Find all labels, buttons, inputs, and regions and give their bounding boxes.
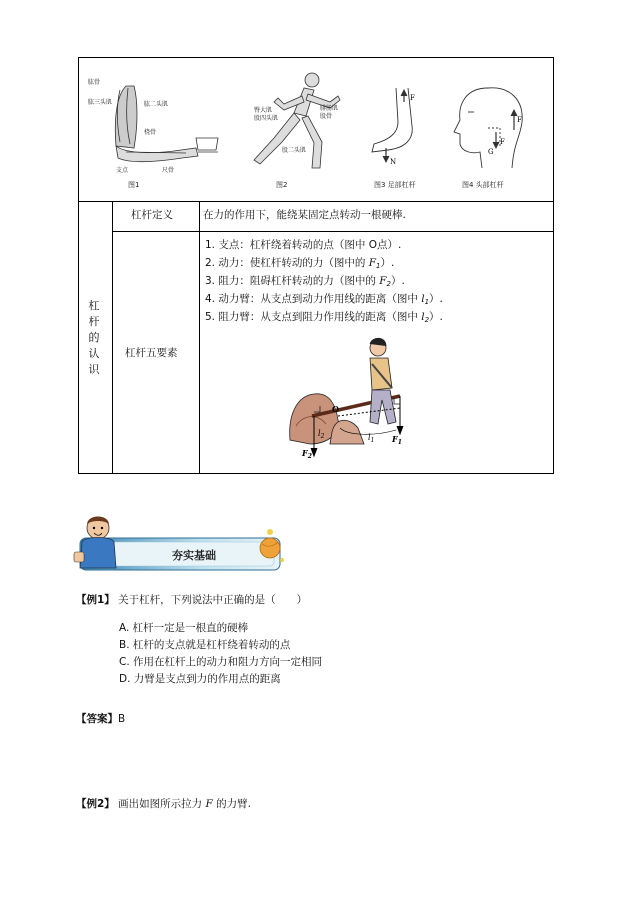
label-f2: $F_2$	[302, 448, 312, 460]
example-tag: 【例2】	[76, 798, 115, 810]
answer-tag: 【答案】	[76, 713, 118, 725]
label-fulcrum: 支点	[116, 167, 129, 174]
option-d: D. 力臂是支点到力的作用点的距离	[119, 673, 281, 685]
element-item: 4. 动力臂：从支点到动力作用线的距离（图中 $l_1$）.	[205, 293, 443, 306]
element-item: 2. 动力：使杠杆转动的力（图中的 $F_1$）.	[205, 257, 395, 270]
example1-question: 【例1】 关于杠杆，下列说法中正确的是（ ）	[76, 594, 308, 606]
example-tag: 【例1】	[76, 594, 115, 606]
label-triceps: 肱三头肌	[88, 99, 113, 106]
row-label-five-elements: 杠杆五要素	[125, 347, 178, 359]
label-f1: F	[517, 116, 522, 124]
example2-question: 【例2】 画出如图所示拉力 F 的力臂.	[76, 798, 251, 810]
section-banner	[70, 512, 292, 576]
element-item: 1. 支点：杠杆绕着转动的点（图中 O点）.	[205, 239, 402, 251]
row-label-definition: 杠杆定义	[131, 209, 173, 221]
figure-foot-lever	[368, 88, 442, 174]
label-f1: $F_1$	[392, 434, 402, 446]
label-gastrocnemius: 腓肠肌	[320, 105, 339, 112]
figure-caption: 图2	[276, 181, 288, 189]
label-quadriceps: 股四头肌	[254, 115, 279, 122]
label-biceps: 肱二头肌	[144, 101, 169, 108]
figure-caption: 图3 足部杠杆	[374, 181, 416, 189]
label-femur: 股骨	[320, 113, 333, 120]
table-divider	[199, 201, 200, 474]
example1-answer: 【答案】B	[76, 713, 126, 725]
label-hamstring: 股二头肌	[282, 147, 307, 154]
figure-head-lever	[448, 82, 538, 176]
label-gluteus: 臀大肌	[254, 107, 273, 114]
label-gravity: G	[488, 148, 494, 156]
figure-caption: 图4 头部杠杆	[462, 181, 504, 189]
option-a: A. 杠杆一定是一根直的硬棒	[119, 622, 249, 634]
label-normal: N	[390, 158, 397, 166]
table-divider	[79, 201, 553, 202]
banner-title: 夯实基础	[172, 549, 216, 562]
label-l2: $l_2$	[318, 429, 325, 440]
label-l1: $l_1$	[368, 433, 375, 444]
element-item: 3. 阻力：阻碍杠杆转动的力（图中的 $F_2$）.	[205, 275, 405, 288]
label-f2: F	[500, 138, 505, 146]
figure-caption: 图1	[128, 181, 140, 189]
option-b: B. 杠杆的支点就是杠杆绕着转动的点	[119, 639, 291, 651]
label-ulna: 桡骨	[144, 129, 157, 136]
lever-diagram	[286, 336, 430, 462]
label-humerus: 肱骨	[88, 79, 101, 86]
table-divider	[112, 201, 113, 474]
table-divider	[112, 231, 553, 232]
label-radius: 尺骨	[162, 167, 175, 174]
section-label-vertical: 杠 杆 的 认 识	[88, 299, 100, 376]
lever-definition-text: 在力的作用下，能绕某固定点转动一根硬棒.	[203, 209, 406, 221]
label-force: F	[410, 94, 415, 102]
figure-runner-lever	[234, 68, 354, 180]
element-item: 5. 阻力臂：从支点到阻力作用线的距离（图中 $l_2$）.	[205, 311, 443, 324]
label-pivot-o: O	[332, 404, 339, 414]
option-c: C. 作用在杠杆上的动力和阻力方向一定相同	[119, 656, 323, 668]
figure-arm-lever	[86, 76, 226, 178]
